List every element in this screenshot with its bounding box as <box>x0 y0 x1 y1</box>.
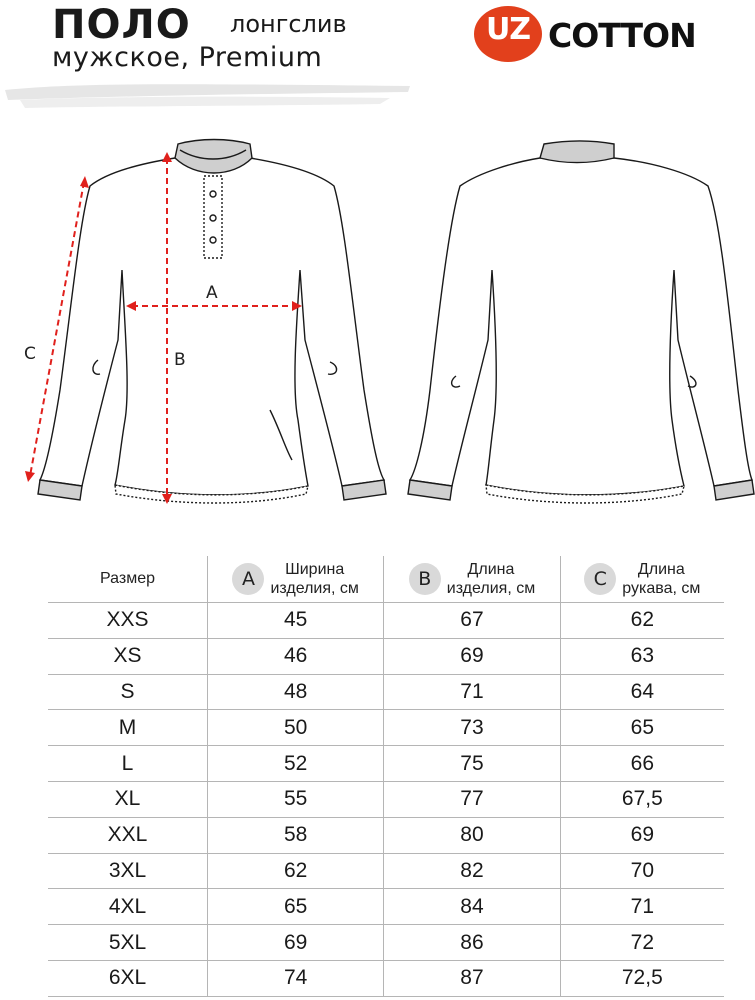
size-cell: 6XL <box>48 960 208 996</box>
table-row <box>48 925 724 961</box>
size-cell: L <box>48 746 208 782</box>
sleeve-cell: 65 <box>560 710 724 746</box>
table-row <box>48 853 724 889</box>
sleeve-measure-label: C <box>24 344 36 364</box>
garment-illustration <box>0 130 755 510</box>
column-badge-c: C <box>584 563 616 595</box>
table-row <box>48 746 724 782</box>
brush-stroke-decoration <box>0 76 420 116</box>
table-row <box>48 781 724 817</box>
length-column-header <box>384 556 560 603</box>
sleeve-cell: 70 <box>560 853 724 889</box>
polo-back-view <box>408 141 754 503</box>
product-subtitle-type: лонгслив <box>230 10 347 38</box>
sleeve-cell: 64 <box>560 674 724 710</box>
size-cell: XL <box>48 781 208 817</box>
length-cell: 69 <box>384 638 560 674</box>
sleeve-cell: 72,5 <box>560 960 724 996</box>
width-cell: 69 <box>208 925 384 961</box>
sleeve-cell: 62 <box>560 603 724 639</box>
table-header-row <box>48 556 724 603</box>
length-header-line1: Длина <box>467 561 515 578</box>
width-cell: 74 <box>208 960 384 996</box>
length-cell: 82 <box>384 853 560 889</box>
width-measure-label: A <box>206 283 218 303</box>
logo-mark: UZ <box>485 12 531 47</box>
width-cell: 58 <box>208 817 384 853</box>
logo-wordmark: COTTON <box>548 16 696 55</box>
length-cell: 75 <box>384 746 560 782</box>
sleeve-header-line2: рукава, см <box>622 580 701 597</box>
sleeve-cell: 66 <box>560 746 724 782</box>
size-cell: XS <box>48 638 208 674</box>
length-measure-label: B <box>174 350 186 370</box>
size-cell: 3XL <box>48 853 208 889</box>
sleeve-cell: 71 <box>560 889 724 925</box>
column-badge-a: A <box>232 563 264 595</box>
table-row <box>48 889 724 925</box>
table-row <box>48 603 724 639</box>
sleeve-cell: 63 <box>560 638 724 674</box>
length-cell: 77 <box>384 781 560 817</box>
size-cell: 4XL <box>48 889 208 925</box>
table-row <box>48 674 724 710</box>
width-cell: 52 <box>208 746 384 782</box>
sleeve-header-line1: Длина <box>637 561 685 578</box>
length-cell: 84 <box>384 889 560 925</box>
width-cell: 48 <box>208 674 384 710</box>
brand-logo <box>474 6 734 62</box>
table-row <box>48 710 724 746</box>
sleeve-cell: 72 <box>560 925 724 961</box>
length-cell: 87 <box>384 960 560 996</box>
width-header-line1: Ширина <box>285 561 345 578</box>
length-cell: 80 <box>384 817 560 853</box>
width-column-header <box>208 556 384 603</box>
width-header-line2: изделия, см <box>270 580 359 597</box>
width-cell: 55 <box>208 781 384 817</box>
sleeve-column-header <box>560 556 724 603</box>
width-cell: 46 <box>208 638 384 674</box>
size-cell: XXS <box>48 603 208 639</box>
size-cell: M <box>48 710 208 746</box>
sleeve-cell: 69 <box>560 817 724 853</box>
product-subtitle-variant: мужское, Premium <box>52 42 323 73</box>
product-title: ПОЛО <box>52 2 191 48</box>
table-row <box>48 638 724 674</box>
length-cell: 71 <box>384 674 560 710</box>
size-cell: 5XL <box>48 925 208 961</box>
width-cell: 65 <box>208 889 384 925</box>
length-header-line2: изделия, см <box>446 580 536 597</box>
length-cell: 73 <box>384 710 560 746</box>
length-cell: 86 <box>384 925 560 961</box>
size-column-header: Размер <box>48 556 208 603</box>
size-cell: S <box>48 674 208 710</box>
sleeve-cell: 67,5 <box>560 781 724 817</box>
width-cell: 50 <box>208 710 384 746</box>
column-badge-b: B <box>409 563 441 595</box>
width-cell: 62 <box>208 853 384 889</box>
polo-front-view <box>38 140 386 504</box>
length-cell: 67 <box>384 603 560 639</box>
width-cell: 45 <box>208 603 384 639</box>
table-row <box>48 960 724 996</box>
size-chart-table <box>48 556 724 997</box>
table-row <box>48 817 724 853</box>
size-cell: XXL <box>48 817 208 853</box>
